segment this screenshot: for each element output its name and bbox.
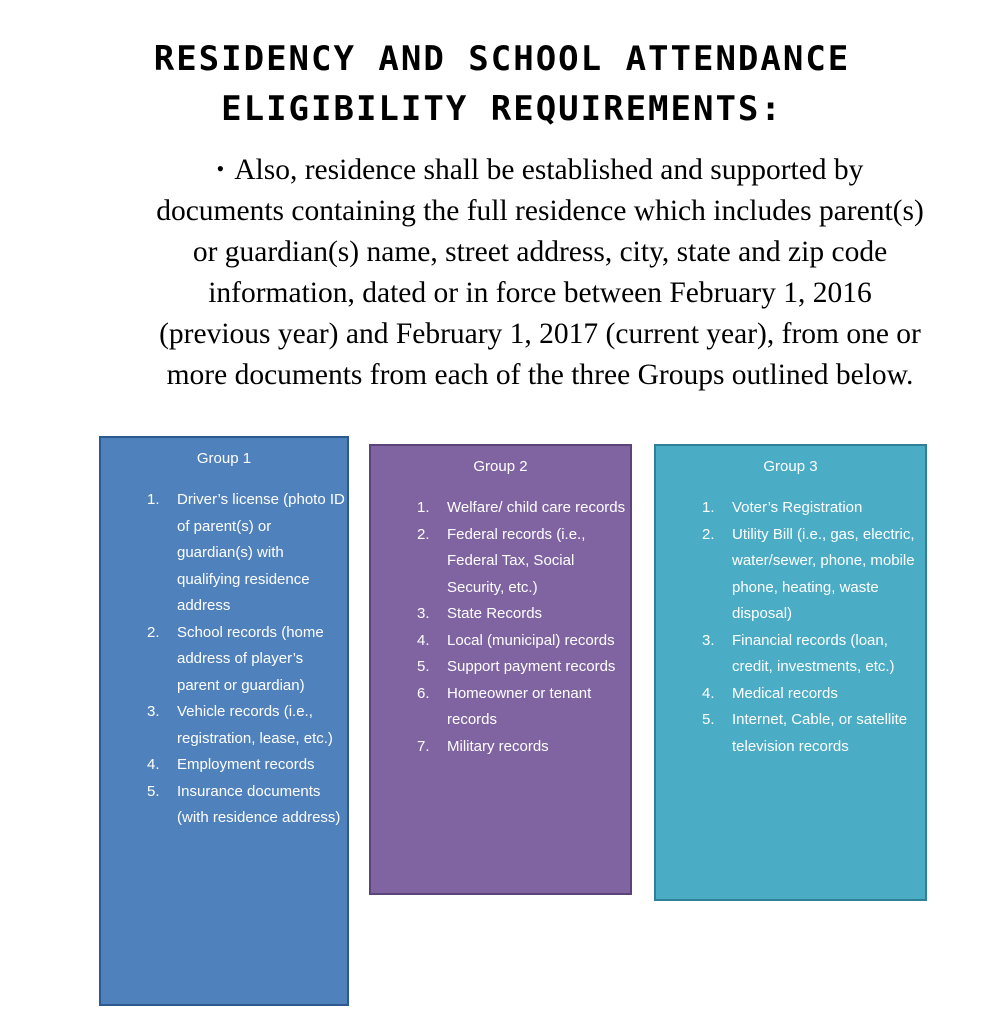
- group-2-box: [369, 444, 632, 895]
- list-item-number: 4.: [702, 684, 715, 702]
- list-item-number: 3.: [417, 605, 430, 622]
- list-item-text: Employment records: [177, 756, 315, 773]
- group-3-list: [656, 495, 925, 760]
- list-item: [101, 752, 347, 779]
- list-item-number: 7.: [417, 737, 430, 755]
- list-item-number: 6.: [417, 684, 430, 702]
- list-item-number: 2.: [147, 623, 160, 641]
- bullet-icon: •: [216, 156, 225, 181]
- list-item-number: 1.: [417, 499, 430, 516]
- list-item: [656, 522, 925, 628]
- list-item-text: Financial records (loan, credit, investments, etc.): [732, 631, 895, 675]
- list-item: [656, 495, 925, 522]
- list-item-text: Homeowner or tenant records: [447, 684, 592, 728]
- list-item-number: 4.: [147, 756, 160, 773]
- group-3-box: [654, 444, 927, 901]
- list-item: [371, 628, 630, 655]
- list-item-number: 5.: [702, 711, 715, 728]
- list-item: [371, 522, 630, 602]
- list-item: [656, 628, 925, 681]
- list-item: [101, 699, 347, 752]
- list-item-text: Utility Bill (i.e., gas, electric, water/sewer, phone, mobile phone, heating, waste disposal): [732, 525, 915, 622]
- list-item-text: State Records: [447, 605, 543, 622]
- list-item: [371, 654, 630, 681]
- list-item-text: Medical records: [732, 684, 838, 702]
- list-item: [101, 620, 347, 700]
- page-title: [0, 34, 1004, 134]
- list-item: [371, 734, 630, 761]
- intro-paragraph: [155, 148, 925, 396]
- intro-text: Also, residence shall be established and supported by documents containing the full residence which includes parent(s) or guardian(s) name, street address, city, state and zip code information, dated or in force between February 1, 2016 (previous year) and February 1, 2017 (current year), from one or more documents from each of the three Groups outlined below.: [156, 154, 924, 391]
- list-item: [371, 681, 630, 734]
- list-item: [656, 707, 925, 760]
- list-item-number: 5.: [147, 782, 160, 800]
- list-item-text: Military records: [447, 737, 549, 755]
- group-1-box: [99, 436, 349, 1006]
- list-item-text: Support payment records: [447, 658, 616, 675]
- list-item-number: 5.: [417, 658, 430, 675]
- list-item-text: Driver’s license (photo ID of parent(s) or guardian(s) with qualifying residence address: [177, 491, 345, 614]
- list-item-text: Insurance documents (with residence address): [177, 782, 341, 826]
- group-3-title: Group 3: [763, 458, 818, 475]
- page-title-line-2: ELIGIBILITY REQUIREMENTS:: [221, 89, 783, 129]
- list-item-text: Vehicle records (i.e., registration, lease, etc.): [177, 703, 333, 747]
- page-title-line-1: RESIDENCY AND SCHOOL ATTENDANCE: [153, 39, 851, 79]
- group-2-list: [371, 495, 630, 760]
- list-item-text: Local (municipal) records: [447, 631, 615, 649]
- list-item-number: 4.: [417, 631, 430, 649]
- list-item: [371, 495, 630, 522]
- list-item-text: Internet, Cable, or satellite television records: [732, 711, 908, 755]
- list-item: [656, 681, 925, 708]
- list-item-text: School records (home address of player’s parent or guardian): [177, 623, 324, 694]
- group-2-title: Group 2: [473, 458, 528, 475]
- list-item-text: Welfare/ child care records: [447, 499, 626, 516]
- list-item: [101, 487, 347, 620]
- group-1-list: [101, 487, 347, 832]
- list-item-number: 1.: [147, 491, 160, 508]
- list-item: [101, 779, 347, 832]
- group-1-title: Group 1: [196, 450, 252, 467]
- list-item-number: 2.: [417, 525, 430, 543]
- list-item-text: Voter’s Registration: [732, 499, 863, 516]
- list-item-number: 2.: [702, 525, 715, 543]
- list-item-number: 1.: [702, 499, 715, 516]
- list-item: [371, 601, 630, 628]
- list-item-number: 3.: [147, 703, 160, 720]
- list-item-number: 3.: [702, 631, 715, 649]
- list-item-text: Federal records (i.e., Federal Tax, Social Security, etc.): [447, 525, 586, 596]
